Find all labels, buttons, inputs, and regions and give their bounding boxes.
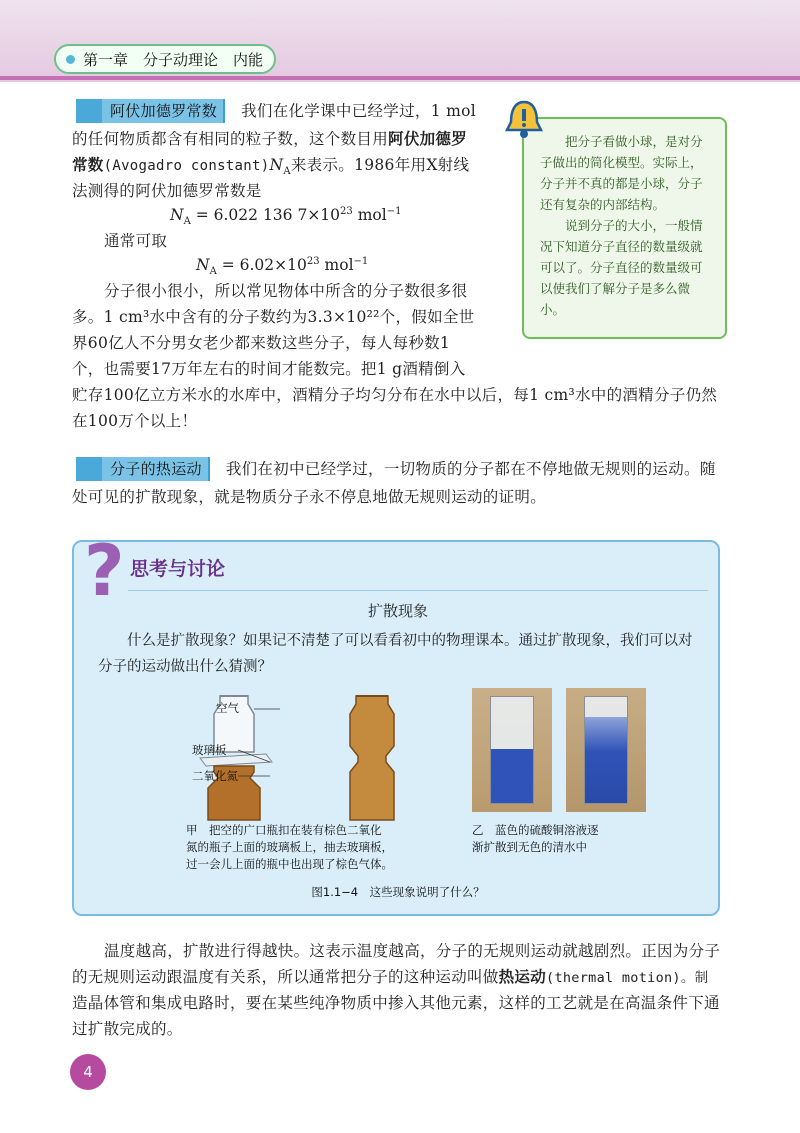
- discussion-divider: [128, 590, 708, 591]
- label-leader-lines: [234, 704, 294, 784]
- side-note-box: [522, 117, 727, 339]
- p2-line-3: 界60亿人不分男女老少都来数这些分子，每人每秒数1: [72, 334, 451, 352]
- usually-text: 通常可取: [104, 232, 168, 250]
- p2-line-4: 个，也需要17万年左右的时间才能数完。把1 g酒精倒入: [72, 360, 466, 378]
- term-english: (thermal motion)。制: [546, 970, 709, 986]
- formula-unit-exp: −1: [386, 206, 402, 217]
- formula-exp: 23: [340, 206, 353, 217]
- discussion-box: [72, 530, 720, 916]
- discussion-subtitle: 扩散现象: [367, 602, 428, 620]
- term-avogadro: 阿伏加德罗: [388, 129, 468, 148]
- term-constant: 常数: [72, 155, 104, 174]
- formula-na-precise: $N_A = 6.022$ 136 $7\times 10^{23}$ mol$^{-1}$: [170, 206, 402, 228]
- formula-unit: mol: [319, 256, 354, 274]
- beaker-1: [490, 696, 534, 804]
- bottom-line-2: [72, 964, 732, 991]
- p2-line-6: 在100万个以上！: [72, 412, 198, 430]
- page-number: 4: [70, 1054, 106, 1090]
- formula-exp: 23: [306, 256, 320, 267]
- label-glass-plate: 玻璃板: [192, 743, 227, 757]
- section-tag-heat-motion: 分子的热运动: [76, 457, 210, 481]
- p2-line-1: 分子很小很小，所以常见物体中所含的分子数很多很: [104, 282, 468, 300]
- term-thermal-motion: 热运动: [498, 967, 547, 986]
- text-segment: 的无规则运动跟温度有关系，所以通常把分子的这种运动叫做: [72, 968, 499, 986]
- header-divider: [0, 76, 800, 80]
- bottle-diagram-a-after: [342, 692, 402, 824]
- section-tag-avogadro: 阿伏加德罗常数: [76, 99, 225, 123]
- avogadro-text: 我们在化学课中已经学过，1 mol: [241, 102, 476, 120]
- discussion-text: 什么是扩散现象？如果记不清楚了可以看看初中的物理课本。通过扩散现象，我们可以对分子的运动做出什么猜测？: [98, 633, 693, 675]
- chapter-title: 第一章 分子动理论 内能: [83, 50, 264, 69]
- heat-motion-line-1: [76, 456, 736, 482]
- caption-a-3: 过一会儿上面的瓶中也出现了棕色气体。: [186, 857, 393, 871]
- caption-a-2: 氮的瓶子上面的玻璃板上，抽去玻璃板，: [186, 840, 393, 854]
- term-english: (Avogadro constant): [103, 158, 270, 174]
- formula-unit: mol: [352, 206, 387, 224]
- formula-value: = 6.022 136 7×10: [195, 206, 341, 224]
- text-segment: 的任何物质都含有相同的粒子数，这个数目用: [72, 130, 389, 148]
- label-air: 空气: [216, 701, 239, 715]
- p2-line-2: 多。1 cm³水中含有的分子数约为3.3×10²²个，假如全世: [72, 308, 475, 326]
- formula-na-approx: $N_A = 6.02\times 10^{23}$ mol$^{-1}$: [196, 256, 369, 278]
- heat-motion-line-2: 处可见的扩散现象，就是物质分子永不停息地做无规则运动的证明。: [72, 488, 547, 506]
- symbol-na: N: [269, 156, 284, 174]
- bullet-dot-icon: [66, 55, 75, 64]
- figure-caption: 图1.1−4 这些现象说明了什么？: [311, 885, 485, 899]
- heat-motion-text: 我们在初中已经学过，一切物质的分子都在不停地做无规则的运动。随: [225, 460, 716, 478]
- caption-b-1: 乙 蓝色的硫酸铜溶液逐: [472, 823, 599, 837]
- bell-icon: [504, 98, 544, 142]
- beaker-2: [584, 696, 628, 804]
- blue-solution-2: [585, 717, 627, 803]
- avogadro-line-1: [76, 98, 496, 124]
- symbol-na-sub: A: [283, 166, 291, 178]
- avogadro-line-4: 法测得的阿伏加德罗常数是: [72, 182, 262, 200]
- bottom-line-4: 过扩散完成的。: [72, 1020, 183, 1038]
- text-segment: 来表示。1986年用X射线: [290, 156, 470, 174]
- bottom-line-3: 造晶体管和集成电路时，要在某些纯净物质中掺入其他元素，这样的工艺就是在高温条件下通: [72, 994, 720, 1012]
- side-note-para-1: 把分子看做小球，是对分子做出的简化模型。实际上，分子并不真的都是小球，分子还有复杂的内部结构。: [540, 134, 703, 212]
- caption-a-1: 甲 把空的广口瓶扣在装有棕色二氧化: [186, 823, 382, 837]
- label-no2: 二氧化氮: [192, 769, 238, 783]
- photo-diffusion-1: [472, 688, 552, 812]
- discussion-title: 思考与讨论: [130, 558, 226, 580]
- p2-line-5: 贮存100亿立方米水的水库中，酒精分子均匀分布在水中以后，每1 cm³水中的酒精分子仍然: [72, 386, 718, 404]
- side-note-para-2: 说到分子的大小，一般情况下知道分子直径的数量级就可以了。分子直径的数量级可以使我们了解分子是多么微小。: [540, 218, 703, 317]
- formula-value: = 6.02×10: [221, 256, 307, 274]
- avogadro-line-2: [72, 126, 502, 152]
- caption-b-2: 渐扩散到无色的清水中: [472, 840, 587, 854]
- bottom-line-1: 温度越高，扩散进行得越快。这表示温度越高，分子的无规则运动就越剧烈。正因为分子: [104, 942, 721, 960]
- photo-diffusion-2: [566, 688, 646, 812]
- blue-solution-1: [491, 749, 533, 803]
- question-mark-icon: ?: [84, 530, 125, 612]
- chapter-title-pill: [54, 44, 276, 74]
- formula-unit-exp: −1: [353, 256, 369, 267]
